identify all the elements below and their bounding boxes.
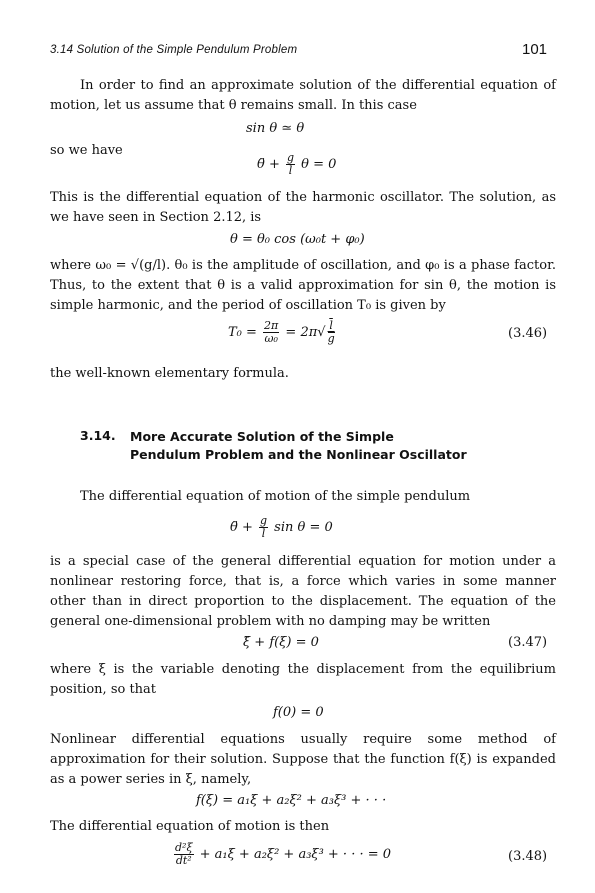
section-heading <box>130 428 467 464</box>
fraction-denominator: g <box>327 332 335 345</box>
equation-solution: θ = θ₀ cos (ω₀t + φ₀) <box>230 232 365 247</box>
period-mid: = 2π <box>281 325 318 340</box>
paragraph-nonlinear-force: is a special case of the general differential equation for motion under a nonlinear restoring force, that is, a force which varies in some manner other than in direct proportion to the displacement. The equation of the general one-dimensional problem with no damping may be written <box>50 554 556 629</box>
equation-harmonic-right: θ = 0 <box>297 157 337 172</box>
paragraph-amplitude-phase: where ω₀ = √(g/l). θ₀ is the amplitude of oscillation, and φ₀ is a phase factor. Thus, to the extent that θ is a valid approximation for sin θ, the motion is simple harmonic, and the period of oscillation T₀ is given by <box>50 258 556 313</box>
equation-harmonic-left: θ̈ + <box>257 157 284 172</box>
running-head: 3.14 Solution of the Simple Pendulum Problem <box>50 44 298 56</box>
page-header <box>0 0 595 70</box>
fraction-second-derivative <box>174 842 194 867</box>
fraction-2pi-over-omega <box>263 320 279 345</box>
section-number: 3.14. <box>80 428 116 443</box>
paragraph-so-we-have: so we have <box>50 143 123 158</box>
fraction-numerator: 2π <box>264 319 279 332</box>
fraction-l-over-g <box>328 320 335 345</box>
fraction-denominator: l <box>288 164 293 177</box>
equation-f-zero: f(0) = 0 <box>273 705 324 720</box>
page-number: 101 <box>522 41 548 58</box>
equation-pendulum-right: sin θ = 0 <box>270 520 333 535</box>
equation-pendulum-left: θ̈ + <box>230 520 257 535</box>
paragraph-power-series: Nonlinear differential equations usually require some method of approximation for their solution. Suppose that the function f(ξ) is expanded as a power series in ξ, namely, <box>50 732 556 787</box>
sqrt-symbol: √ <box>317 325 326 340</box>
equation-harmonic <box>257 152 336 177</box>
paragraph-equation-of-motion: The differential equation of motion is then <box>50 819 330 834</box>
paragraph-pendulum-equation: The differential equation of motion of the simple pendulum <box>80 489 471 504</box>
equation-3-48-rest: + a₁ξ + a₂ξ² + a₃ξ³ + · · · = 0 <box>195 847 392 862</box>
fraction-g-over-l <box>259 515 268 540</box>
fraction-numerator: g <box>259 514 268 527</box>
equation-pendulum <box>230 515 333 540</box>
section-title-line-2: Pendulum Problem and the Nonlinear Oscillator <box>130 447 467 462</box>
fraction-g-over-l <box>286 152 295 177</box>
equation-number-3-46: (3.46) <box>508 326 548 341</box>
fraction-denominator: dt² <box>175 854 192 867</box>
section-title-line-1: More Accurate Solution of the Simple <box>130 429 394 444</box>
paragraph-displacement-variable: where ξ is the variable denoting the displacement from the equilibrium position, so that <box>50 662 556 697</box>
equation-series: f(ξ) = a₁ξ + a₂ξ² + a₃ξ³ + · · · <box>196 793 387 808</box>
fraction-numerator: g <box>286 151 295 164</box>
equation-3-48 <box>172 842 391 867</box>
equation-sin-approx: sin θ ≃ θ <box>246 121 305 136</box>
fraction-numerator: d²ξ <box>175 841 193 854</box>
fraction-denominator: l <box>261 527 266 540</box>
period-lhs: T₀ = <box>228 325 262 340</box>
fraction-numerator: l <box>329 319 333 332</box>
paragraph-intro: In order to find an approximate solution of the differential equation of motion, let us assume that θ remains small. In this case <box>50 78 556 113</box>
equation-number-3-48: (3.48) <box>508 849 548 864</box>
fraction-denominator: ω₀ <box>264 332 278 345</box>
equation-3-47: ξ̈ + f(ξ) = 0 <box>243 635 319 650</box>
equation-period <box>228 320 337 345</box>
equation-number-3-47: (3.47) <box>508 635 548 650</box>
paragraph-harmonic-oscillator: This is the differential equation of the harmonic oscillator. The solution, as we have seen in Section 2.12, is <box>50 190 556 225</box>
paragraph-elementary-formula: the well-known elementary formula. <box>50 366 289 381</box>
